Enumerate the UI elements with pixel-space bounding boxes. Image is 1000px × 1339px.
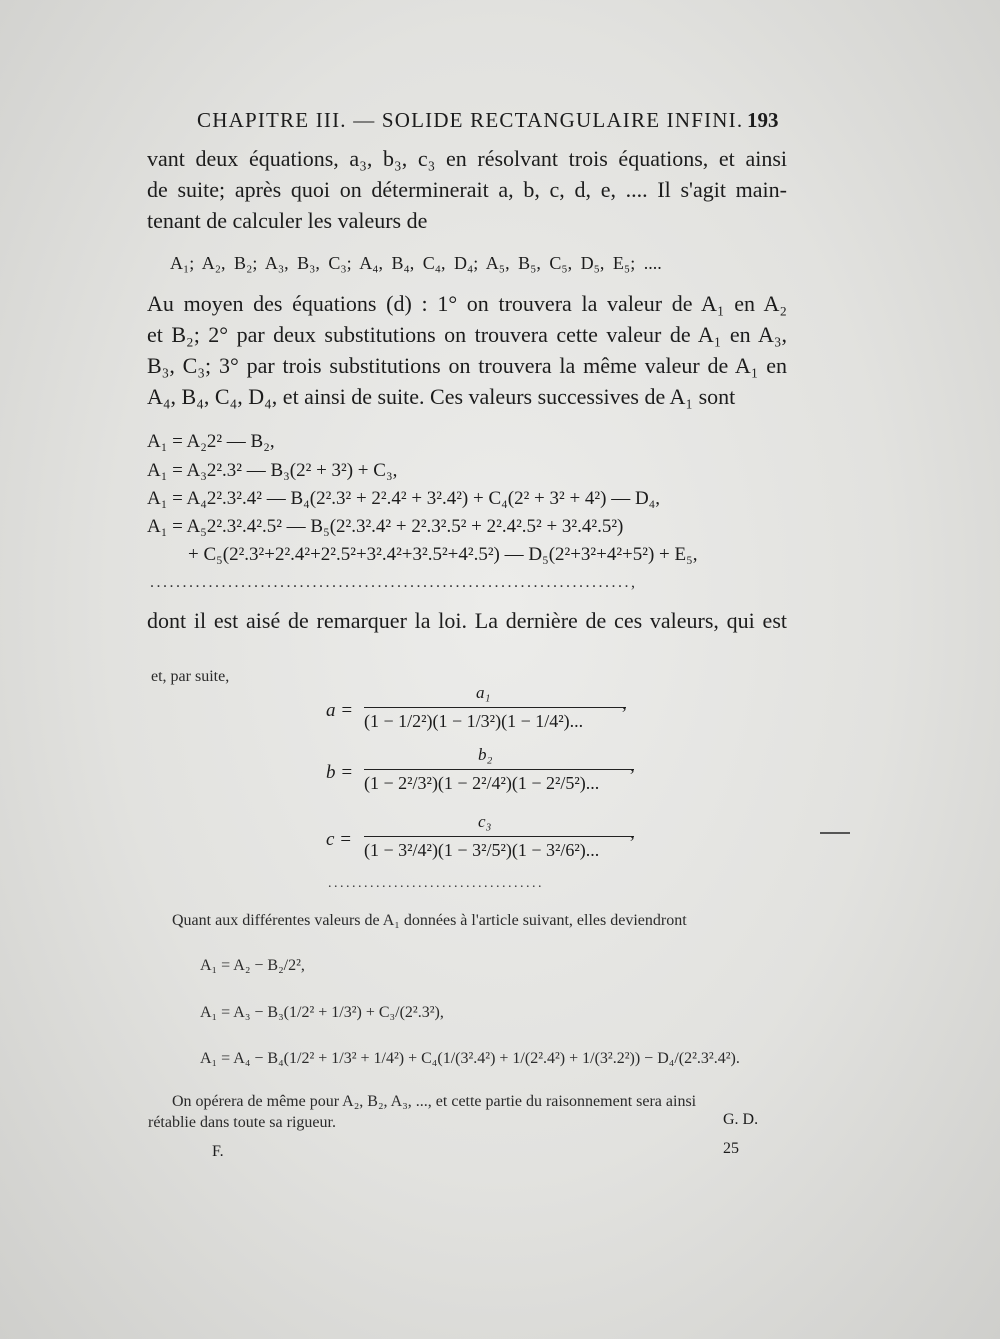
- margin-mark: [820, 832, 850, 834]
- fraction-bar: [364, 707, 626, 708]
- final-equation-2: A₁ = A₃ − B₃(1/2² + 1/3²) + C₃/(2².3²),: [200, 1004, 444, 1021]
- continuation-dots: ..........................................................................,: [150, 574, 638, 591]
- quant-text: Quant aux différentes valeurs de A₁ données à l'article suivant, elles deviendront: [172, 912, 687, 929]
- equation-4: A₁ = A₅2².3².4².5² — B₅(2².3².4² + 2².3².5² + 2².4².5² + 3².4².5²): [147, 516, 624, 537]
- sheet-number: 25: [723, 1140, 739, 1157]
- text-line: vant deux équations, a₃, b₃, c₃ en résolvant trois équations, et ainsi: [147, 146, 787, 171]
- fraction-bar: [364, 769, 634, 770]
- fraction-lhs: c =: [326, 829, 353, 850]
- signature: G. D.: [723, 1111, 759, 1128]
- fraction-continuation-dots: ....................................: [328, 876, 544, 891]
- fraction-comma: ,: [630, 822, 635, 843]
- equation-3: A₁ = A₄2².3².4² — B₄(2².3² + 2².4² + 3².4²) + C₄(2² + 3² + 4²) — D₄,: [147, 488, 661, 509]
- fraction-numerator: c₃: [478, 812, 492, 831]
- fraction-lhs: a =: [326, 700, 354, 721]
- fraction-a: [326, 683, 626, 743]
- par-suite-text: et, par suite,: [151, 668, 230, 685]
- text-line: et B₂; 2° par deux substitutions on trouvera cette valeur de A₁ en A₃,: [147, 322, 787, 347]
- text-line: A₄, B₄, C₄, D₄, et ainsi de suite. Ces valeurs successives de A₁ sont: [147, 384, 736, 409]
- fraction-denominator: (1 − 2²/3²)(1 − 2²/4²)(1 − 2²/5²)...: [364, 773, 600, 793]
- chapter-title: CHAPITRE III. — SOLIDE RECTANGULAIRE INFINI.: [197, 108, 744, 132]
- text-line: tenant de calculer les valeurs de: [147, 208, 428, 233]
- text-line: B₃, C₃; 3° par trois substitutions on trouvera la même valeur de A₁ en: [147, 353, 787, 378]
- signature-letter: F.: [212, 1143, 224, 1160]
- final-equation-3: A₁ = A₄ − B₄(1/2² + 1/3² + 1/4²) + C₄(1/(3².4²) + 1/(2².4²) + 1/(3².2²)) − D₄/(2².3².4²).: [200, 1050, 740, 1067]
- fraction-numerator: a₁: [476, 683, 491, 702]
- final-equation-1: A₁ = A₂ − B₂/2²,: [200, 957, 305, 974]
- fraction-numerator: b₂: [478, 745, 493, 764]
- fraction-c: [326, 812, 635, 872]
- text-line: de suite; après quoi on déterminerait a, b, c, d, e, .... Il s'agit main-: [147, 177, 787, 202]
- fraction-lhs: b =: [326, 762, 354, 783]
- running-header: [197, 108, 779, 133]
- fraction-denominator: (1 − 3²/4²)(1 − 3²/5²)(1 − 3²/6²)...: [364, 840, 600, 860]
- fraction-comma: ,: [622, 693, 627, 714]
- paragraph-method: [147, 288, 787, 412]
- text-line: dont il est aisé de remarquer la loi. La dernière de ces valeurs, qui est: [147, 608, 787, 633]
- paragraph-intro: [147, 143, 787, 236]
- equation-1: A₁ = A₂2² — B₂,: [147, 431, 275, 452]
- fraction-b: [326, 745, 635, 805]
- coefficient-list: A₁; A₂, B₂; A₃, B₃, C₃; A₄, B₄, C₄, D₄; A₅, B₅, C₅, D₅, E₅; ....: [170, 253, 662, 273]
- footer-line-2: rétablie dans toute sa rigueur.: [148, 1114, 336, 1131]
- equation-4-continued: + C₅(2².3²+2².4²+2².5²+3².4²+3².5²+4².5²) — D₅(2²+3²+4²+5²) + E₅,: [188, 544, 698, 565]
- text-line: Au moyen des équations (d) : 1° on trouvera la valeur de A₁ en A₂: [147, 291, 787, 316]
- fraction-bar: [364, 836, 634, 837]
- footer-line-1: On opérera de même pour A₂, B₂, A₃, ..., et cette partie du raisonnement sera ainsi: [172, 1093, 697, 1110]
- fraction-denominator: (1 − 1/2²)(1 − 1/3²)(1 − 1/4²)...: [364, 711, 584, 731]
- page-number: 193: [747, 108, 779, 132]
- fraction-comma: ,: [630, 755, 635, 776]
- paragraph-law: [147, 605, 787, 636]
- equation-2: A₁ = A₃2².3² — B₃(2² + 3²) + C₃,: [147, 460, 398, 481]
